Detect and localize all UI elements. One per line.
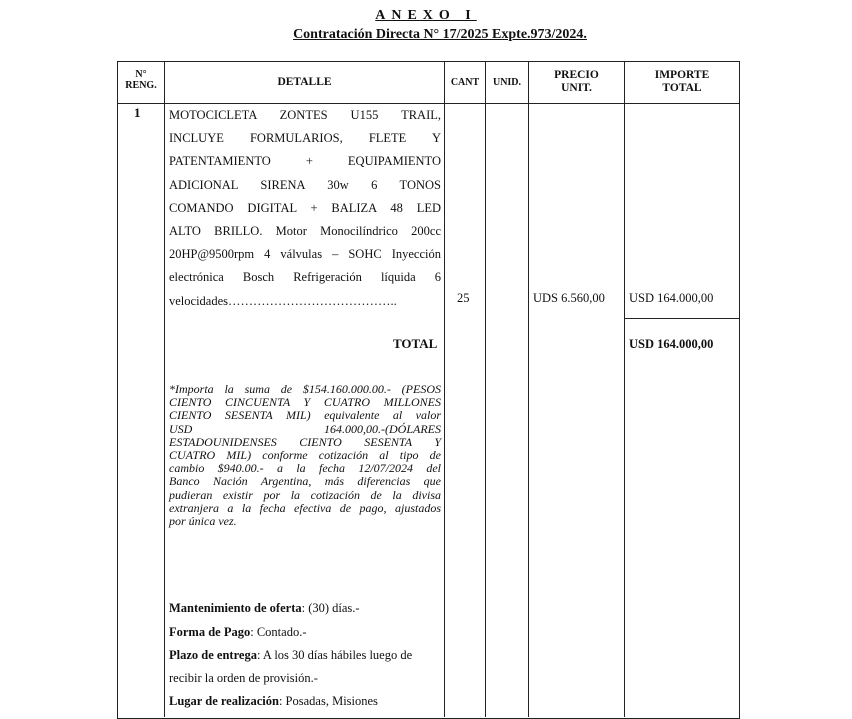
- row-precio-unit: UDS 6.560,00: [533, 291, 605, 305]
- importe-divider: [624, 318, 739, 319]
- col-divider-unid: [528, 62, 529, 717]
- detalle-line: 20HP@9500rpm 4 válvulas – SOHC Inyección: [169, 247, 441, 262]
- note-line: USD 164.000,00.-(DÓLARES: [169, 421, 441, 436]
- header-renglon-line2: RENG.: [125, 80, 157, 91]
- header-importe-line2: TOTAL: [662, 82, 702, 94]
- col-divider-reng: [164, 62, 165, 717]
- condition-value: : Contado.-: [250, 625, 307, 639]
- header-unid: UNID.: [492, 77, 522, 88]
- condition-label: Lugar de realización: [169, 694, 279, 708]
- row-cant: 25: [457, 291, 470, 305]
- note-line: cambio $940.00.- a la fecha 12/07/2024 del: [169, 461, 441, 476]
- condition-label: Forma de Pago: [169, 625, 251, 639]
- note-line: Banco Nación Argentina, más diferencias que: [169, 474, 441, 489]
- note-line: ESTADOUNIDENSES CIENTO SESENTA Y: [169, 434, 441, 449]
- total-value: USD 164.000,00: [629, 337, 714, 351]
- condition-plazo: [169, 648, 444, 663]
- header-detalle: DETALLE: [277, 76, 332, 88]
- detalle-line: ALTO BRILLO. Motor Monocilíndrico 200cc: [169, 224, 441, 239]
- header-importe-total: [625, 69, 739, 95]
- note-line: CUATRO MIL) conforme cotización al tipo de: [169, 448, 441, 463]
- condition-mantenimiento: [169, 601, 444, 616]
- row-renglon-number: 1: [134, 105, 141, 120]
- note-line: por única vez.: [169, 514, 237, 529]
- header-renglon-line1: N°: [135, 69, 147, 80]
- note-line: CIENTO CINCUENTA Y CUATRO MILLONES: [169, 395, 441, 410]
- header-renglon: [118, 69, 164, 91]
- col-divider-detalle: [444, 62, 445, 717]
- col-divider-cant: [485, 62, 486, 717]
- row-detalle: [169, 104, 441, 313]
- note-line: extranjera a la fecha efectiva de pago, ajustados: [169, 500, 441, 515]
- header-precio-line1: PRECIO: [554, 69, 599, 81]
- row-importe-total: USD 164.000,00: [629, 291, 714, 305]
- detalle-line: velocidades…………………………………..: [169, 293, 397, 308]
- detalle-line: ADICIONAL SIRENA 30w 6 TONOS: [169, 177, 441, 192]
- note-line: pudieran existir por la cotización de la divisa: [169, 487, 441, 502]
- condition-forma-pago: [169, 625, 444, 640]
- note-line: CIENTO SESENTA MIL) equivalente al valor: [169, 408, 441, 423]
- condition-lugar: [169, 694, 444, 709]
- detalle-line: COMANDO DIGITAL + BALIZA 48 LED: [169, 200, 441, 215]
- document-title: ANEXO I: [375, 8, 477, 23]
- header-importe-line1: IMPORTE: [654, 69, 710, 81]
- condition-plazo-cont: recibir la orden de provisión.-: [169, 671, 318, 685]
- condition-value: : A los 30 días hábiles luego de: [256, 648, 413, 662]
- document-subtitle: Contratación Directa N° 17/2025 Expte.973/2024.: [293, 27, 587, 42]
- total-label: TOTAL: [393, 336, 438, 351]
- condition-label: Mantenimiento de oferta: [169, 601, 302, 615]
- header-cant: CANT: [450, 77, 480, 88]
- detalle-line: PATENTAMIENTO + EQUIPAMIENTO: [169, 154, 441, 169]
- condition-value: : (30) días.-: [301, 601, 360, 615]
- detalle-line: INCLUYE FORMULARIOS, FLETE Y: [169, 131, 441, 146]
- header-precio-line2: UNIT.: [561, 82, 592, 94]
- note-line: *Importa la suma de $154.160.000.00.- (PESOS: [169, 382, 441, 396]
- col-divider-precio: [624, 62, 625, 717]
- detalle-line: MOTOCICLETA ZONTES U155 TRAIL,: [169, 108, 441, 122]
- condition-value: : Posadas, Misiones: [278, 694, 378, 708]
- currency-note: [169, 383, 441, 528]
- condition-label: Plazo de entrega: [169, 648, 257, 662]
- header-precio-unit: [529, 69, 624, 95]
- detalle-line: electrónica Bosch Refrigeración líquida 6: [169, 270, 441, 285]
